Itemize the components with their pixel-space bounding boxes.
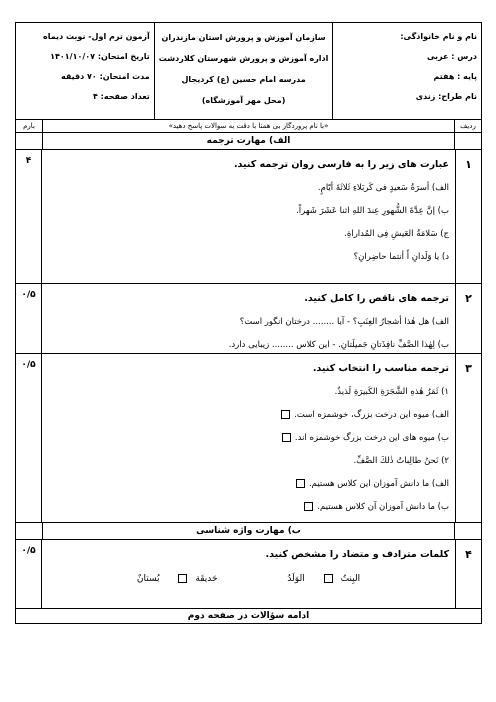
question-line: ج) سَلامَةُ العَيشِ فِی المُداراةِ. xyxy=(344,229,449,239)
section-title-vocabulary: ب) مهارت واژه شناسی xyxy=(196,526,301,536)
option-checkbox[interactable] xyxy=(296,479,305,488)
question-row-1 xyxy=(16,150,481,284)
word-item: حَديقَة xyxy=(174,574,221,584)
word-item: الوَلَدُ xyxy=(287,574,305,584)
option-checkbox[interactable] xyxy=(304,502,313,511)
question-number: ۱ xyxy=(455,150,481,283)
question-row-2 xyxy=(16,284,481,354)
question-line: ۱) ثَمَرُ هٰذهِ الشَّجَرَةِ الكَبيرَةِ لَذيذٌ. xyxy=(334,387,449,397)
question-line: الف) أسرَةُ سَعيدٍ فی کَربَلاءِ ثَلاثَةَ أيّامٍ. xyxy=(317,183,449,193)
question-number: ۳ xyxy=(455,354,481,522)
designer-label: نام طراح: زندی xyxy=(415,92,477,101)
section-row-vocabulary xyxy=(16,523,481,540)
exam-date: تاریخ امتحان: ۱۴۰۱/۱۰/۰۷ xyxy=(50,52,150,61)
question-score: ۴ xyxy=(16,150,42,283)
student-name-label: نام و نام خانوادگی: xyxy=(400,32,477,41)
exam-term: آزمون ترم اول- نوبت دیماه xyxy=(42,32,150,41)
word-list xyxy=(48,568,449,592)
option-text: الف) میوه این درخت بزرگ، خوشمزه است. xyxy=(294,410,449,420)
question-row-3 xyxy=(16,354,481,523)
column-header-row xyxy=(16,120,481,133)
question-title: عبارت های زیر را به فارسی روان ترجمه کنید. xyxy=(233,159,449,170)
option-checkbox[interactable] xyxy=(281,410,290,419)
subject-label: درس : عربی xyxy=(426,52,477,61)
option-checkbox[interactable] xyxy=(282,433,291,442)
question-line: ب) إنَّ عِدَّةَ الشُّهورِ عِندَ اللهِ اثنا عَشَرَ شَهراً. xyxy=(296,206,449,216)
question-row-4 xyxy=(16,540,481,609)
question-line: د) يا وَلَدانِ أَ أنتما حاضِرانِ؟ xyxy=(353,252,449,262)
organization-province: سازمان آموزش و پرورش استان مازندران xyxy=(161,33,326,42)
option-row xyxy=(48,474,449,497)
option-row xyxy=(48,405,449,428)
school-stamp-label: (محل مهر آموزشگاه) xyxy=(201,96,286,105)
option-text: ب) ما دانش آموزان آن کلاس هستیم. xyxy=(317,502,449,512)
exam-page-count: تعداد صفحه: ۴ xyxy=(93,92,150,101)
question-title: ترجمه های ناقص را کامل کنید. xyxy=(304,293,449,304)
section-row-translation xyxy=(16,133,481,150)
question-line: ب) لِهٰذا الصَّفِّ نافِذَتانِ جَميلَتانِ. - این کلاس ........ زیبایی دارد. xyxy=(228,340,449,350)
option-row xyxy=(48,497,449,520)
question-body xyxy=(42,354,455,522)
school-name: مدرسه امام حسین (ع) کردیجال xyxy=(181,75,306,84)
question-score: ۰/۵ xyxy=(16,284,42,353)
option-text: الف) ما دانش آموزان این کلاس هستیم. xyxy=(308,479,449,489)
word-item: بُستانٌ xyxy=(136,574,160,584)
word-checkbox[interactable] xyxy=(178,574,187,583)
question-number: ۴ xyxy=(455,540,481,608)
question-line: ۲) نَحنُ طالِباتُ ذٰلكَ الصَّفِّ. xyxy=(353,456,449,466)
section-title-translation: الف) مهارت ترجمه xyxy=(206,136,291,146)
instruction-text: «با نام پروردگار بی همتا با دقت به سوالات پاسخ دهید» xyxy=(168,122,329,130)
question-body xyxy=(42,540,455,608)
question-score: ۰/۵ xyxy=(16,540,42,608)
question-body xyxy=(42,150,455,283)
exam-info xyxy=(16,23,154,119)
option-row xyxy=(48,428,449,451)
continue-note: ادامه سؤالات در صفحه دوم xyxy=(187,611,310,621)
grade-label: پایه : هفتم xyxy=(433,72,477,81)
exam-header xyxy=(16,23,481,120)
question-line: الف) هل هٰذا أشجارُ العِنَبِ؟ - آیا ........ درختان انگور است؟ xyxy=(239,317,449,327)
question-title: کلمات مترادف و متضاد را مشخص کنید. xyxy=(265,549,449,560)
word-checkbox[interactable] xyxy=(324,574,333,583)
organization-info xyxy=(154,23,334,119)
exam-duration: مدت امتحان: ۷۰ دقیقه xyxy=(61,72,150,81)
student-info xyxy=(333,23,481,119)
exam-frame xyxy=(15,22,482,624)
organization-city: اداره آموزش و پرورش شهرستان کلاردشت xyxy=(158,54,329,63)
question-number: ۲ xyxy=(455,284,481,353)
question-title: ترجمه مناسب را انتخاب کنید. xyxy=(312,363,449,374)
question-score: ۰/۵ xyxy=(16,354,42,522)
option-text: ب) میوه های این درخت بزرگ خوشمزه اند. xyxy=(294,433,449,443)
row-number-header: ردیف xyxy=(454,120,481,132)
question-body xyxy=(42,284,455,353)
word-item: البِنتُ xyxy=(320,574,365,584)
score-header: بارم xyxy=(16,120,43,132)
